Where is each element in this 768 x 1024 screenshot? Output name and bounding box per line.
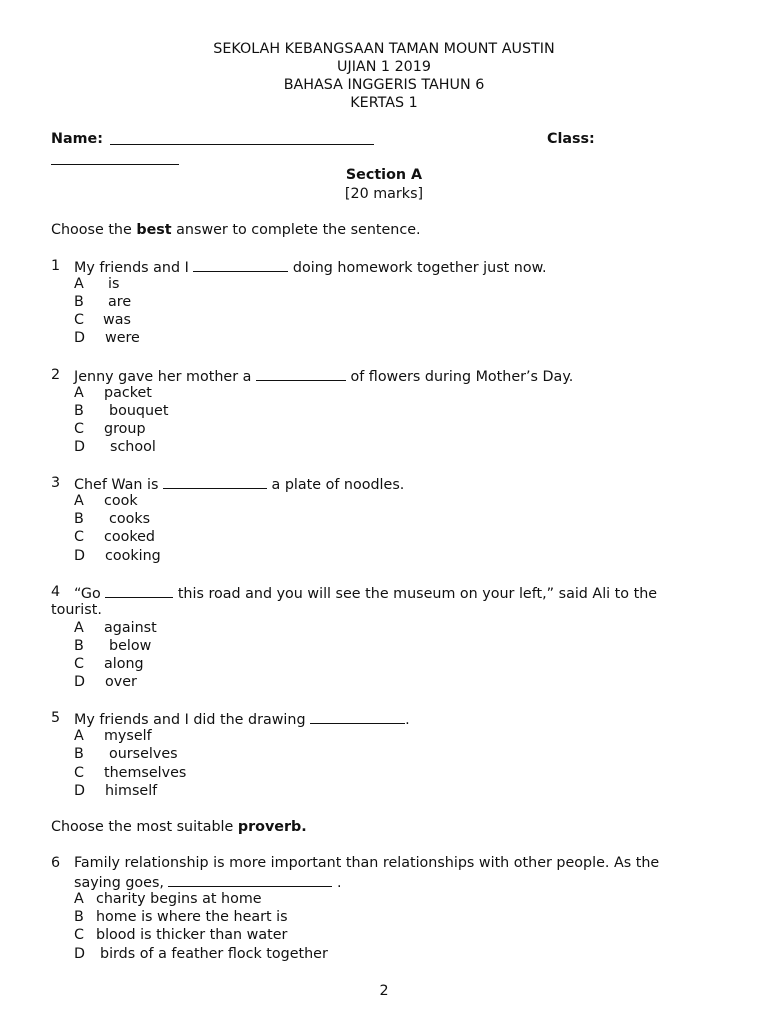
- option-letter: B: [74, 511, 84, 527]
- stem-text: Jenny gave her mother a: [74, 369, 252, 385]
- option-letter: C: [74, 656, 84, 672]
- answer-blank[interactable]: [193, 257, 288, 272]
- question-number: 4: [51, 584, 61, 600]
- option-letter: B: [74, 909, 84, 925]
- option-letter: B: [74, 638, 84, 654]
- option-text[interactable]: myself: [104, 728, 152, 744]
- question-number: 6: [51, 855, 61, 871]
- question-stem: [74, 366, 573, 386]
- option-letter: D: [74, 548, 86, 564]
- subject-title: BAHASA INGGERIS TAHUN 6: [283, 77, 485, 93]
- option-text[interactable]: cooking: [105, 548, 161, 564]
- question-number: 3: [51, 475, 61, 491]
- stem-text: .: [405, 712, 410, 728]
- exam-header: [0, 40, 768, 112]
- option-letter: D: [74, 946, 86, 962]
- option-text[interactable]: are: [108, 294, 132, 310]
- question-number: 5: [51, 710, 61, 726]
- stem-text: My friends and I: [74, 260, 189, 276]
- option-text[interactable]: blood is thicker than water: [96, 927, 288, 943]
- stem-text: Chef Wan is: [74, 477, 159, 493]
- instruction-bold: proverb.: [237, 819, 307, 835]
- instruction-bold: best: [136, 222, 172, 238]
- option-letter: D: [74, 330, 86, 346]
- option-text[interactable]: home is where the heart is: [96, 909, 288, 925]
- option-text[interactable]: over: [105, 674, 137, 690]
- option-text[interactable]: was: [103, 312, 131, 328]
- option-letter: A: [74, 891, 84, 907]
- option-text[interactable]: group: [104, 421, 146, 437]
- option-letter: B: [74, 294, 84, 310]
- option-text[interactable]: packet: [104, 385, 152, 401]
- option-text[interactable]: bouquet: [109, 403, 169, 419]
- school-name: SEKOLAH KEBANGSAAN TAMAN MOUNT AUSTIN: [213, 41, 555, 57]
- instruction-best-answer: [51, 221, 421, 239]
- question-stem-continued: tourist.: [51, 602, 102, 618]
- option-letter: A: [74, 276, 84, 292]
- question-stem-continued: [74, 872, 342, 892]
- class-label: Class:: [547, 131, 595, 147]
- instruction-proverb: [51, 818, 307, 836]
- option-text[interactable]: himself: [105, 783, 158, 799]
- question-stem: [74, 709, 410, 729]
- stem-text: My friends and I did the drawing: [74, 712, 306, 728]
- question-stem: [74, 257, 547, 277]
- section-marks: [20 marks]: [344, 186, 424, 202]
- option-text[interactable]: is: [108, 276, 120, 292]
- option-text[interactable]: were: [105, 330, 140, 346]
- option-letter: A: [74, 493, 84, 509]
- answer-blank[interactable]: [310, 709, 405, 724]
- option-text[interactable]: against: [104, 620, 157, 636]
- option-text[interactable]: below: [109, 638, 152, 654]
- answer-blank[interactable]: [163, 474, 267, 489]
- option-letter: D: [74, 439, 86, 455]
- option-letter: C: [74, 421, 84, 437]
- instruction-text: Choose the: [51, 222, 137, 238]
- option-letter: D: [74, 674, 86, 690]
- option-letter: A: [74, 385, 84, 401]
- question-number: 1: [51, 258, 61, 274]
- name-label: Name:: [51, 131, 103, 147]
- option-text[interactable]: cooks: [109, 511, 151, 527]
- stem-text: “Go: [74, 586, 101, 602]
- option-text[interactable]: ourselves: [109, 746, 178, 762]
- stem-text: .: [337, 875, 342, 891]
- page-number: 2: [379, 983, 389, 999]
- option-letter: C: [74, 312, 84, 328]
- answer-blank[interactable]: [256, 366, 346, 381]
- option-letter: C: [74, 529, 84, 545]
- paper-title: KERTAS 1: [350, 95, 418, 111]
- question-stem: Family relationship is more important than relationships with other people. As the: [74, 855, 660, 871]
- name-blank[interactable]: [110, 130, 374, 150]
- instruction-text: answer to complete the sentence.: [171, 222, 421, 238]
- instruction-text: Choose the most suitable: [51, 819, 238, 835]
- option-letter: D: [74, 783, 86, 799]
- option-text[interactable]: themselves: [104, 765, 187, 781]
- stem-text: of flowers during Mother’s Day.: [350, 369, 574, 385]
- answer-blank[interactable]: [168, 872, 332, 887]
- option-text[interactable]: cook: [104, 493, 138, 509]
- option-letter: A: [74, 620, 84, 636]
- option-text[interactable]: cooked: [104, 529, 155, 545]
- option-text[interactable]: charity begins at home: [96, 891, 262, 907]
- option-text[interactable]: birds of a feather flock together: [100, 946, 328, 962]
- answer-blank[interactable]: [105, 583, 173, 598]
- option-letter: C: [74, 765, 84, 781]
- stem-text: doing homework together just now.: [292, 260, 547, 276]
- option-letter: A: [74, 728, 84, 744]
- stem-text: a plate of noodles.: [271, 477, 405, 493]
- question-stem: [74, 583, 657, 603]
- question-stem: [74, 474, 404, 494]
- section-title: Section A: [345, 167, 423, 183]
- option-text[interactable]: along: [104, 656, 144, 672]
- stem-text: saying goes,: [74, 875, 164, 891]
- question-number: 2: [51, 367, 61, 383]
- option-letter: C: [74, 927, 84, 943]
- stem-text: this road and you will see the museum on your left,” said Ali to the: [177, 586, 658, 602]
- exam-title: UJIAN 1 2019: [337, 59, 431, 75]
- option-letter: B: [74, 403, 84, 419]
- option-text[interactable]: school: [110, 439, 156, 455]
- option-letter: B: [74, 746, 84, 762]
